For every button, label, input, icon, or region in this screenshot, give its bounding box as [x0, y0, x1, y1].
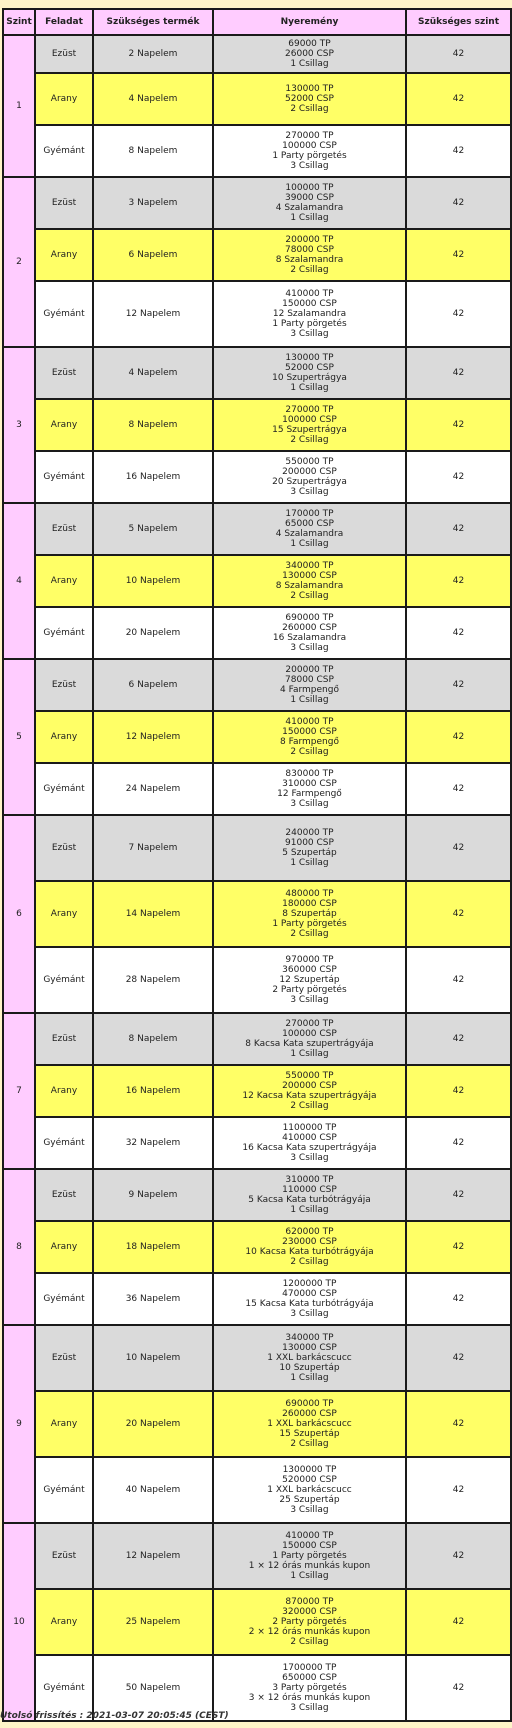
prize-line: 8 Farmpengő — [280, 737, 339, 747]
prize-line: 39000 CSP — [285, 193, 334, 203]
product-cell: 4 Napelem — [93, 347, 213, 399]
required-level-cell: 42 — [406, 503, 511, 555]
required-level-cell: 42 — [406, 1325, 511, 1391]
prize-line: 1 Csillag — [290, 383, 329, 393]
table-row — [3, 1221, 511, 1273]
task-cell: Arany — [35, 229, 93, 281]
prize-line: 15 Szupertrágya — [272, 425, 347, 435]
prize-line: 340000 TP — [285, 561, 334, 571]
required-level-cell: 42 — [406, 947, 511, 1013]
product-cell: 14 Napelem — [93, 881, 213, 947]
product-cell: 5 Napelem — [93, 503, 213, 555]
prize-line: 4 Szalamandra — [275, 203, 344, 213]
prize-line: 310000 CSP — [282, 779, 337, 789]
prize-line: 3 Csillag — [290, 1505, 329, 1515]
task-cell: Gyémánt — [35, 125, 93, 177]
task-cell: Ezüst — [35, 347, 93, 399]
product-cell: 40 Napelem — [93, 1457, 213, 1523]
header-level: Szint — [3, 9, 35, 35]
product-cell: 8 Napelem — [93, 399, 213, 451]
prize-line: 26000 CSP — [285, 49, 334, 59]
prize-line: 1 Csillag — [290, 213, 329, 223]
prize-line: 2 Csillag — [290, 1101, 329, 1111]
prize-line: 200000 CSP — [282, 467, 337, 477]
prize-line: 240000 TP — [285, 828, 334, 838]
prize-line: 3 Csillag — [290, 995, 329, 1005]
product-cell: 24 Napelem — [93, 763, 213, 815]
product-cell: 20 Napelem — [93, 607, 213, 659]
table-row — [3, 281, 511, 347]
prize-cell — [213, 1391, 406, 1457]
prize-line: 480000 TP — [285, 889, 334, 899]
prize-line: 12 Farmpengő — [277, 789, 342, 799]
prize-line: 3 Csillag — [290, 1309, 329, 1319]
task-cell: Ezüst — [35, 1013, 93, 1065]
prize-line: 12 Szupertáp — [279, 975, 340, 985]
required-level-cell: 42 — [406, 1221, 511, 1273]
required-level-cell: 42 — [406, 1589, 511, 1655]
required-level-cell: 42 — [406, 555, 511, 607]
prize-line: 3 Csillag — [290, 1703, 329, 1713]
prize-line: 3 × 12 órás munkás kupon — [248, 1693, 371, 1703]
prize-cell — [213, 451, 406, 503]
prize-line: 170000 TP — [285, 509, 334, 519]
prize-line: 340000 TP — [285, 1333, 334, 1343]
prize-cell — [213, 281, 406, 347]
prize-line: 10 Szupertrágya — [272, 373, 347, 383]
prize-line: 470000 CSP — [282, 1289, 337, 1299]
prize-line: 360000 CSP — [282, 965, 337, 975]
prize-cell — [213, 399, 406, 451]
prize-line: 1 Csillag — [290, 59, 329, 69]
task-cell: Ezüst — [35, 177, 93, 229]
prize-line: 150000 CSP — [282, 299, 337, 309]
prize-line: 1 XXL barkácscucc — [267, 1353, 352, 1363]
prize-cell — [213, 1013, 406, 1065]
prize-cell — [213, 1655, 406, 1721]
prize-line: 8 Szalamandra — [275, 581, 344, 591]
prize-line: 2 Csillag — [290, 1637, 329, 1647]
task-cell: Ezüst — [35, 35, 93, 73]
prize-line: 52000 CSP — [285, 363, 334, 373]
task-cell: Ezüst — [35, 1325, 93, 1391]
header-required-level: Szükséges szint — [406, 9, 511, 35]
level-cell: 8 — [3, 1169, 35, 1325]
prize-line: 1 Party pörgetés — [272, 151, 347, 161]
prize-line: 5 Szupertáp — [282, 848, 337, 858]
prize-line: 1 Party pörgetés — [272, 919, 347, 929]
prize-line: 1 Csillag — [290, 1049, 329, 1059]
prize-line: 230000 CSP — [282, 1237, 337, 1247]
header-task: Feladat — [35, 9, 93, 35]
prize-line: 260000 CSP — [282, 1409, 337, 1419]
prize-line: 270000 TP — [285, 1019, 334, 1029]
product-cell: 2 Napelem — [93, 35, 213, 73]
level-cell: 9 — [3, 1325, 35, 1523]
task-cell: Ezüst — [35, 1523, 93, 1589]
header-product: Szükséges termék — [93, 9, 213, 35]
prize-line: 16 Kacsa Kata szupertrágyája — [242, 1143, 377, 1153]
task-cell: Gyémánt — [35, 281, 93, 347]
prize-cell — [213, 815, 406, 881]
prize-line: 410000 TP — [285, 717, 334, 727]
prize-line: 1 Csillag — [290, 858, 329, 868]
level-cell: 3 — [3, 347, 35, 503]
task-cell: Arany — [35, 711, 93, 763]
task-cell: Ezüst — [35, 1169, 93, 1221]
prize-line: 1 XXL barkácscucc — [267, 1419, 352, 1429]
prize-cell — [213, 947, 406, 1013]
prize-line: 3 Csillag — [290, 643, 329, 653]
product-cell: 36 Napelem — [93, 1273, 213, 1325]
prize-line: 2 Csillag — [290, 591, 329, 601]
prize-line: 130000 TP — [285, 353, 334, 363]
required-level-cell: 42 — [406, 815, 511, 881]
task-cell: Ezüst — [35, 815, 93, 881]
prize-line: 2 Csillag — [290, 929, 329, 939]
prize-line: 620000 TP — [285, 1227, 334, 1237]
prize-line: 200000 TP — [285, 665, 334, 675]
table-body — [3, 35, 511, 1721]
prize-line: 65000 CSP — [285, 519, 334, 529]
required-level-cell: 42 — [406, 659, 511, 711]
prize-line: 8 Kacsa Kata szupertrágyája — [245, 1039, 374, 1049]
required-level-cell: 42 — [406, 1013, 511, 1065]
product-cell: 12 Napelem — [93, 711, 213, 763]
required-level-cell: 42 — [406, 229, 511, 281]
task-cell: Arany — [35, 1391, 93, 1457]
prize-line: 310000 TP — [285, 1175, 334, 1185]
required-level-cell: 42 — [406, 399, 511, 451]
task-cell: Arany — [35, 555, 93, 607]
prize-cell — [213, 1589, 406, 1655]
prize-line: 830000 TP — [285, 769, 334, 779]
prize-line: 2 Csillag — [290, 265, 329, 275]
prize-cell — [213, 73, 406, 125]
product-cell: 8 Napelem — [93, 125, 213, 177]
prize-cell — [213, 1221, 406, 1273]
prize-line: 150000 CSP — [282, 727, 337, 737]
required-level-cell: 42 — [406, 1523, 511, 1589]
prize-line: 78000 CSP — [285, 675, 334, 685]
prize-cell — [213, 881, 406, 947]
level-cell: 10 — [3, 1523, 35, 1721]
required-level-cell: 42 — [406, 73, 511, 125]
table-row — [3, 503, 511, 555]
prize-line: 78000 CSP — [285, 245, 334, 255]
prize-line: 10 Szupertáp — [279, 1363, 340, 1373]
required-level-cell: 42 — [406, 1273, 511, 1325]
prize-line: 410000 TP — [285, 289, 334, 299]
product-cell: 16 Napelem — [93, 451, 213, 503]
prize-line: 130000 TP — [285, 84, 334, 94]
prize-cell — [213, 1457, 406, 1523]
level-cell: 1 — [3, 35, 35, 177]
prize-line: 180000 CSP — [282, 899, 337, 909]
product-cell: 12 Napelem — [93, 281, 213, 347]
prize-line: 2 Party pörgetés — [272, 985, 347, 995]
prize-line: 520000 CSP — [282, 1475, 337, 1485]
product-cell: 9 Napelem — [93, 1169, 213, 1221]
table-row — [3, 177, 511, 229]
task-cell: Ezüst — [35, 659, 93, 711]
task-cell: Arany — [35, 881, 93, 947]
prize-line: 1 Party pörgetés — [272, 319, 347, 329]
prize-line: 4 Szalamandra — [275, 529, 344, 539]
table-row — [3, 73, 511, 125]
product-cell: 8 Napelem — [93, 1013, 213, 1065]
prize-cell — [213, 35, 406, 73]
prize-line: 69000 TP — [288, 39, 331, 49]
task-cell: Gyémánt — [35, 1457, 93, 1523]
table-row — [3, 451, 511, 503]
prize-line: 2 Csillag — [290, 1257, 329, 1267]
required-level-cell: 42 — [406, 711, 511, 763]
prize-line: 8 Szalamandra — [275, 255, 344, 265]
prize-line: 410000 CSP — [282, 1133, 337, 1143]
prize-line: 1 Csillag — [290, 1571, 329, 1581]
prize-cell — [213, 659, 406, 711]
prize-line: 270000 TP — [285, 405, 334, 415]
product-cell: 6 Napelem — [93, 229, 213, 281]
task-cell: Ezüst — [35, 503, 93, 555]
table-row — [3, 607, 511, 659]
prize-line: 52000 CSP — [285, 94, 334, 104]
product-cell: 18 Napelem — [93, 1221, 213, 1273]
product-cell: 10 Napelem — [93, 1325, 213, 1391]
prize-line: 91000 CSP — [285, 838, 334, 848]
prize-line: 150000 CSP — [282, 1541, 337, 1551]
prize-line: 100000 CSP — [282, 1029, 337, 1039]
prize-line: 1 Csillag — [290, 539, 329, 549]
prize-line: 3 Csillag — [290, 487, 329, 497]
header-prize: Nyeremény — [213, 9, 406, 35]
prize-line: 1 Csillag — [290, 1205, 329, 1215]
prize-line: 1300000 TP — [282, 1465, 337, 1475]
prize-line: 12 Szalamandra — [272, 309, 347, 319]
prize-line: 2 × 12 órás munkás kupon — [248, 1627, 371, 1637]
prize-line: 1200000 TP — [282, 1279, 337, 1289]
prize-cell — [213, 711, 406, 763]
task-cell: Gyémánt — [35, 947, 93, 1013]
prize-line: 100000 CSP — [282, 141, 337, 151]
prize-line: 200000 TP — [285, 235, 334, 245]
prize-cell — [213, 1325, 406, 1391]
prize-line: 130000 CSP — [282, 571, 337, 581]
prize-line: 8 Szupertáp — [282, 909, 337, 919]
table-row — [3, 399, 511, 451]
prize-cell — [213, 503, 406, 555]
task-cell: Gyémánt — [35, 1117, 93, 1169]
prize-line: 270000 TP — [285, 131, 334, 141]
prize-cell — [213, 229, 406, 281]
prize-cell — [213, 1523, 406, 1589]
product-cell: 3 Napelem — [93, 177, 213, 229]
task-cell: Arany — [35, 73, 93, 125]
product-cell: 20 Napelem — [93, 1391, 213, 1457]
table-row — [3, 35, 511, 73]
prize-cell — [213, 125, 406, 177]
product-cell: 6 Napelem — [93, 659, 213, 711]
required-level-cell: 42 — [406, 451, 511, 503]
required-level-cell: 42 — [406, 1065, 511, 1117]
table-row — [3, 347, 511, 399]
required-level-cell: 42 — [406, 763, 511, 815]
prize-line: 2 Csillag — [290, 747, 329, 757]
level-cell: 7 — [3, 1013, 35, 1169]
prize-line: 550000 TP — [285, 1071, 334, 1081]
table-row — [3, 1013, 511, 1065]
prize-line: 5 Kacsa Kata turbótrágyája — [248, 1195, 371, 1205]
prize-line: 16 Szalamandra — [272, 633, 347, 643]
product-cell: 12 Napelem — [93, 1523, 213, 1589]
required-level-cell: 42 — [406, 125, 511, 177]
prize-line: 2 Party pörgetés — [272, 1617, 347, 1627]
header-row — [3, 9, 511, 35]
last-updated: Utolsó frissítés : 2021-03-07 20:05:45 (CEST) — [0, 1711, 229, 1721]
table-row — [3, 1169, 511, 1221]
prize-cell — [213, 1169, 406, 1221]
prize-line: 1700000 TP — [282, 1663, 337, 1673]
prize-line: 260000 CSP — [282, 623, 337, 633]
prize-line: 100000 TP — [285, 183, 334, 193]
required-level-cell: 42 — [406, 281, 511, 347]
product-cell: 50 Napelem — [93, 1655, 213, 1721]
prize-line: 1 Csillag — [290, 1373, 329, 1383]
prize-line: 3 Csillag — [290, 329, 329, 339]
level-cell: 6 — [3, 815, 35, 1013]
prize-cell — [213, 347, 406, 399]
table-row — [3, 1065, 511, 1117]
table-row — [3, 1457, 511, 1523]
prize-line: 10 Kacsa Kata turbótrágyája — [245, 1247, 374, 1257]
prize-line: 690000 TP — [285, 1399, 334, 1409]
table-row — [3, 1325, 511, 1391]
prize-line: 970000 TP — [285, 955, 334, 965]
table-row — [3, 555, 511, 607]
table-row — [3, 815, 511, 881]
required-level-cell: 42 — [406, 881, 511, 947]
prize-line: 2 Csillag — [290, 435, 329, 445]
required-level-cell: 42 — [406, 1169, 511, 1221]
table-row — [3, 881, 511, 947]
prize-line: 12 Kacsa Kata szupertrágyája — [242, 1091, 377, 1101]
required-level-cell: 42 — [406, 347, 511, 399]
prize-line: 3 Party pörgetés — [272, 1683, 347, 1693]
level-cell: 4 — [3, 503, 35, 659]
task-cell: Gyémánt — [35, 1655, 93, 1721]
prize-line: 1 XXL barkácscucc — [267, 1485, 352, 1495]
prize-line: 200000 CSP — [282, 1081, 337, 1091]
table-row — [3, 1273, 511, 1325]
table-row — [3, 659, 511, 711]
prize-line: 3 Csillag — [290, 1153, 329, 1163]
product-cell: 25 Napelem — [93, 1589, 213, 1655]
prize-line: 25 Szupertáp — [279, 1495, 340, 1505]
product-cell: 32 Napelem — [93, 1117, 213, 1169]
prize-line: 870000 TP — [285, 1597, 334, 1607]
product-cell: 4 Napelem — [93, 73, 213, 125]
task-cell: Gyémánt — [35, 1273, 93, 1325]
prize-line: 2 Csillag — [290, 1439, 329, 1449]
prize-line: 100000 CSP — [282, 415, 337, 425]
prize-line: 410000 TP — [285, 1531, 334, 1541]
table-row — [3, 711, 511, 763]
required-level-cell: 42 — [406, 177, 511, 229]
prize-cell — [213, 607, 406, 659]
prize-line: 1 Party pörgetés — [272, 1551, 347, 1561]
prize-line: 1100000 TP — [282, 1123, 337, 1133]
product-cell: 7 Napelem — [93, 815, 213, 881]
prize-cell — [213, 555, 406, 607]
table-row — [3, 125, 511, 177]
prize-line: 3 Csillag — [290, 799, 329, 809]
prize-line: 320000 CSP — [282, 1607, 337, 1617]
task-cell: Gyémánt — [35, 451, 93, 503]
prize-line: 3 Csillag — [290, 161, 329, 171]
required-level-cell: 42 — [406, 1391, 511, 1457]
prize-cell — [213, 1065, 406, 1117]
task-cell: Gyémánt — [35, 763, 93, 815]
required-level-cell: 42 — [406, 1457, 511, 1523]
task-cell: Arany — [35, 1221, 93, 1273]
task-cell: Arany — [35, 399, 93, 451]
table-row — [3, 763, 511, 815]
required-level-cell: 42 — [406, 35, 511, 73]
prize-cell — [213, 1117, 406, 1169]
prize-line: 110000 CSP — [282, 1185, 337, 1195]
table-row — [3, 947, 511, 1013]
table-row — [3, 1117, 511, 1169]
prize-cell — [213, 177, 406, 229]
required-level-cell: 42 — [406, 1655, 511, 1721]
prize-line: 550000 TP — [285, 457, 334, 467]
prize-line: 15 Szupertáp — [279, 1429, 340, 1439]
prize-line: 650000 CSP — [282, 1673, 337, 1683]
table-row — [3, 1391, 511, 1457]
level-cell: 2 — [3, 177, 35, 347]
table-row — [3, 229, 511, 281]
prize-line: 15 Kacsa Kata turbótrágyája — [245, 1299, 374, 1309]
prize-line: 690000 TP — [285, 613, 334, 623]
task-cell: Arany — [35, 1065, 93, 1117]
product-cell: 10 Napelem — [93, 555, 213, 607]
prize-cell — [213, 763, 406, 815]
prize-line: 20 Szupertrágya — [272, 477, 347, 487]
rewards-table — [2, 8, 512, 1722]
prize-cell — [213, 1273, 406, 1325]
table-row — [3, 1523, 511, 1589]
table-row — [3, 1589, 511, 1655]
prize-line: 2 Csillag — [290, 104, 329, 114]
prize-line: 4 Farmpengő — [280, 685, 339, 695]
required-level-cell: 42 — [406, 1117, 511, 1169]
prize-line: 1 Csillag — [290, 695, 329, 705]
prize-line: 1 × 12 órás munkás kupon — [248, 1561, 371, 1571]
required-level-cell: 42 — [406, 607, 511, 659]
level-cell: 5 — [3, 659, 35, 815]
task-cell: Arany — [35, 1589, 93, 1655]
product-cell: 28 Napelem — [93, 947, 213, 1013]
prize-line: 130000 CSP — [282, 1343, 337, 1353]
task-cell: Gyémánt — [35, 607, 93, 659]
product-cell: 16 Napelem — [93, 1065, 213, 1117]
